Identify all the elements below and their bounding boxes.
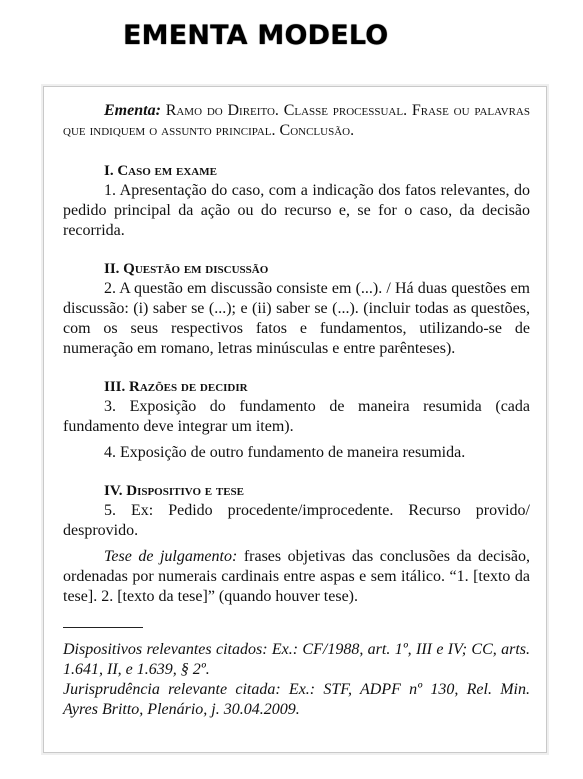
page-title: EMENTA MODELO	[123, 20, 389, 51]
tese-label: Tese de julgamento:	[104, 548, 238, 565]
footnote-divider	[63, 627, 143, 628]
section-heading-questao: II. Questão em discussão	[104, 261, 269, 277]
ementa-text: Ramo do Direito. Classe processual. Frase ou palavras que indiquem o assunto principal. Conclusão.	[63, 102, 530, 139]
section-paragraph: 1. Apresentação do caso, com a indicação dos fatos relevantes, do pedido principal da ação ou do recurso e, se for o caso, da decisão recorrida.	[63, 182, 530, 239]
section-heading-caso: I. Caso em exame	[104, 163, 217, 179]
footnote-jurisprudencia: Jurisprudência relevante citada: Ex.: STF, ADPF nº 130, Rel. Min. Ayres Britto, Plenário, j. 30.04.2009.	[63, 681, 530, 718]
tese-paragraph	[63, 547, 530, 607]
section-paragraph: 3. Exposição do fundamento de maneira resumida (cada fundamento deve integrar um item).	[63, 398, 530, 435]
section-heading-razoes: III. Razões de decidir	[104, 379, 248, 395]
section-paragraph: 2. A questão em discussão consiste em (...). / Há duas questões em discussão: (i) saber se (...); e (ii) saber se (...). (incluir todas as questões, com os seus respectivos fatos e fundamentos, utilizando-se de numeração em romano, letras minúsculas e entre parênteses).	[63, 280, 530, 357]
section-heading-dispositivo: IV. Dispositivo e tese	[104, 483, 245, 499]
footnote-dispositivos: Dispositivos relevantes citados: Ex.: CF/1988, art. 1º, III e IV; CC, arts. 1.641, II, e 1.639, § 2º.	[63, 641, 530, 678]
document-body	[63, 101, 530, 720]
ementa-paragraph	[63, 101, 530, 141]
tese-text: frases objetivas das conclusões da decisão, ordenadas por numerais cardinais entre aspas e sem itálico. “1. [texto da tese]. 2. [texto da tese]” (quando houver tese).	[63, 548, 531, 605]
footnotes	[63, 640, 530, 720]
section-paragraph: 5. Ex: Pedido procedente/improcedente. Recurso provido/ desprovido.	[63, 502, 530, 539]
section-paragraph: 4. Exposição de outro fundamento de maneira resumida.	[104, 444, 466, 461]
ementa-label: Ementa:	[104, 102, 161, 119]
